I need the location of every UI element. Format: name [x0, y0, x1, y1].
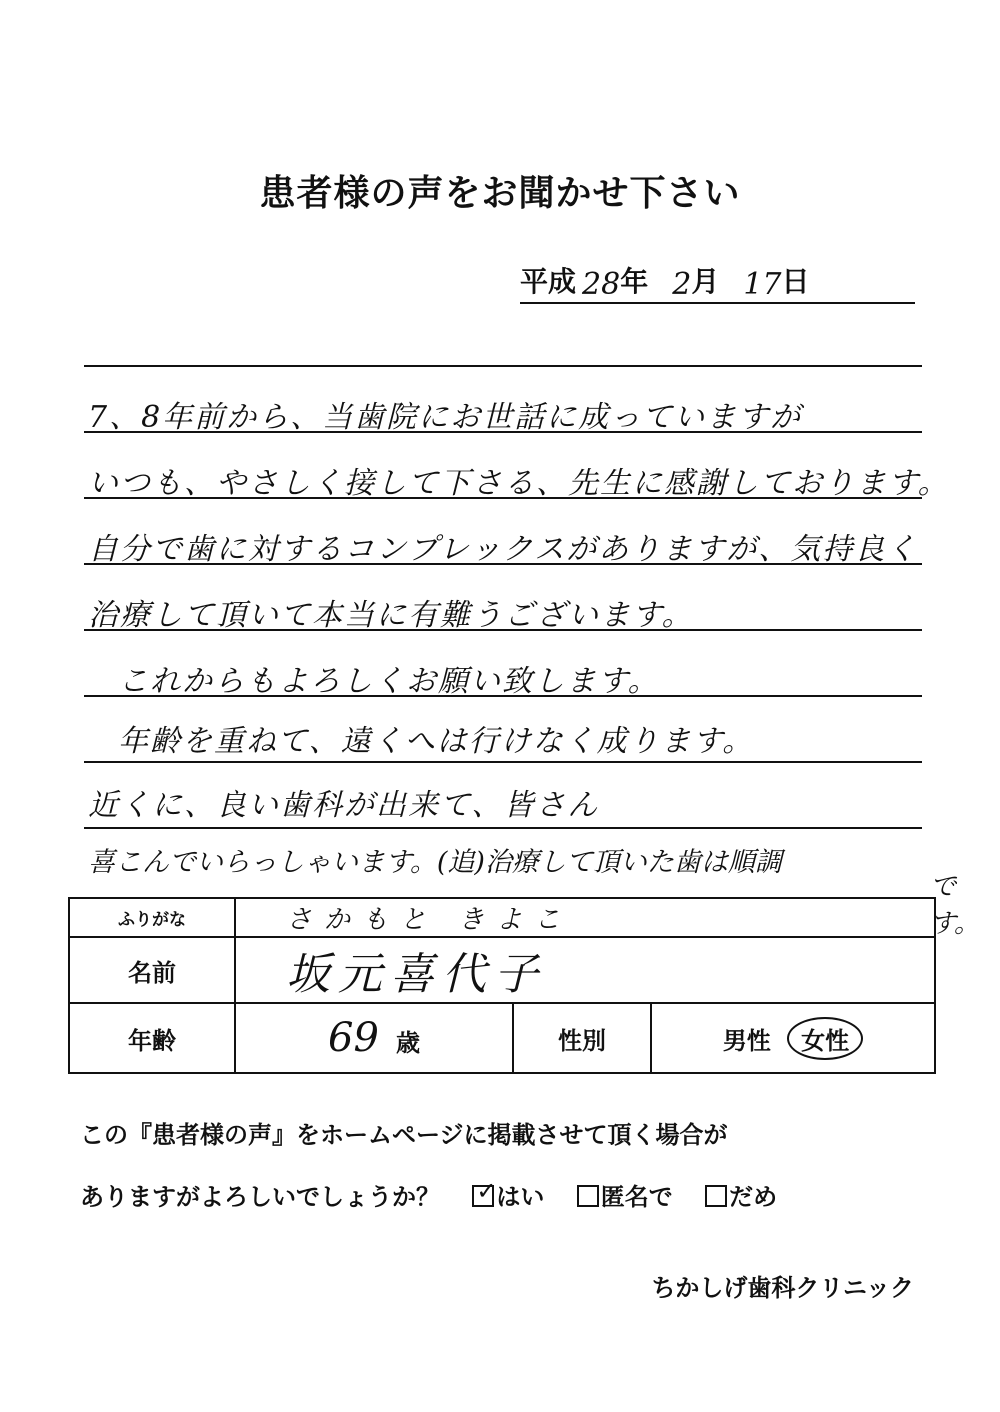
check-mark-icon: ✓: [476, 1177, 497, 1205]
comment-margin-note: です。: [930, 872, 980, 939]
checkbox-no[interactable]: [705, 1185, 727, 1207]
date-month: 2: [672, 267, 692, 302]
date-day: 17: [743, 267, 782, 302]
age-cell: [235, 1003, 513, 1073]
consent-question-line-2: ありますがよろしいでしょうか？: [80, 1183, 440, 1211]
gender-male: 男性: [722, 1026, 771, 1055]
checkbox-anonymous[interactable]: [577, 1185, 599, 1207]
gender-female-circled: 女性: [787, 1017, 863, 1060]
consent-question-line-1: この『患者様の声』をホームページに掲載させて頂く場合が: [80, 1121, 728, 1149]
gender-options: [651, 1003, 935, 1073]
name-label: 名前: [69, 937, 235, 1003]
option-no[interactable]: [705, 1183, 777, 1211]
comment-line-7: 近くに、良い歯科が出来て、皆さん: [88, 788, 600, 823]
name-value: 坂元喜代子: [235, 937, 935, 1003]
age-unit: 歳: [396, 1029, 420, 1057]
option-anonymous[interactable]: [577, 1183, 681, 1211]
age-value: 69: [328, 1015, 379, 1061]
form-title: 患者様の声をお聞かせ下さい: [259, 173, 741, 214]
date-day-unit: 日: [781, 265, 810, 298]
option-anonymous-label: 匿名で: [600, 1183, 673, 1211]
consent-question-row: [80, 1177, 777, 1212]
comment-line-5: これからもよろしくお願い致します。: [118, 664, 660, 699]
clinic-name: ちかしげ歯科クリニック: [651, 1274, 914, 1302]
gender-label: 性別: [513, 1003, 651, 1073]
comment-line-6: 年齢を重ねて、遠くへは行けなく成ります。: [118, 724, 755, 759]
comment-line-8: 喜こんでいらっしゃいます。(追)治療して頂いた歯は順調: [88, 847, 782, 878]
comment-line-2: いつも、やさしく接して下さる、先生に感謝しております。: [88, 466, 950, 501]
checkbox-yes[interactable]: [472, 1177, 497, 1207]
date-year-unit: 年: [620, 265, 649, 298]
age-label: 年齢: [69, 1003, 235, 1073]
date-month-unit: 月: [691, 265, 720, 298]
comment-line-1: 7、8年前から、当歯院にお世話に成っていますが: [88, 400, 803, 435]
option-no-label: だめ: [729, 1183, 778, 1211]
rule-line: [84, 761, 922, 763]
rule-line: [84, 365, 922, 367]
comment-line-4: 治療して頂いて本当に有難うございます。: [88, 598, 694, 633]
date-year: 28: [582, 267, 621, 302]
comment-line-3: 自分で歯に対するコンプレックスがありますが、気持良く: [88, 532, 919, 567]
option-yes[interactable]: [472, 1177, 552, 1211]
patient-info-table: [68, 897, 936, 1074]
furigana-label: ふりがな: [69, 898, 235, 937]
option-yes-label: はい: [496, 1183, 545, 1211]
rule-line: [84, 827, 922, 829]
date-era: 平成: [520, 265, 577, 298]
form-date: [520, 262, 915, 304]
furigana-value: さかもと きよこ: [235, 898, 935, 937]
